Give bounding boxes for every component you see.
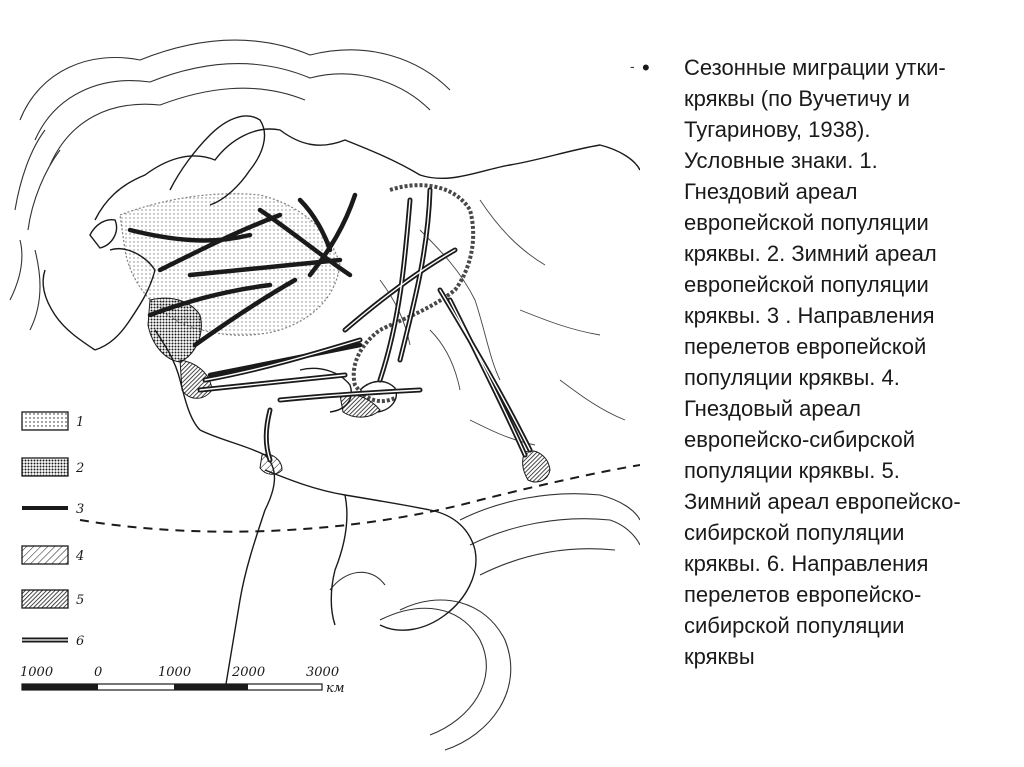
legend-swatch-2 [22,458,68,476]
tropic-line [80,465,640,532]
legend-number-6: 6 [76,634,85,649]
caption-bullet: • [642,55,650,80]
scale-tick-label: 1000 [158,665,192,680]
scale-bar [20,665,345,696]
euro-siberian-winter-range-1 [340,394,380,417]
legend-number-2: 2 [76,461,85,476]
scale-unit: км [326,681,345,696]
scale-tick-label: 0 [94,665,103,680]
legend-number-5: 5 [76,593,85,608]
legend-number-1: 1 [76,415,85,430]
legend-number-4: 4 [76,549,85,564]
euro-siberian-breeding-range [354,185,473,401]
legend-number-3: 3 [76,502,85,517]
caption-dash: - [630,58,635,74]
legend-swatch-1 [22,412,68,430]
legend-swatch-4 [22,546,68,564]
scale-tick-label: 1000 [20,665,54,680]
scale-tick-label: 2000 [232,665,266,680]
legend-swatch-5 [22,590,68,608]
scale-tick-label: 3000 [306,665,340,680]
map-caption [630,52,1010,672]
caption-text: Сезонные миграции утки- кряквы (по Вучетичу и Тугаринову, 1938). Условные знаки. 1. Гнездовий ареал европейской популяции кряквы. 2. Зимний ареал европейской популяции кряквы. 3 . Направления перелетов европейской популяции кряквы. 4. Гнездовый ареал европейско-сибирской популяции кряквы. 5. Зимний ареал европейско- сибирской популяции кряквы. 6. Направления перелетов европейско- сибирской популяции кряквы [684,55,961,669]
map-legend [22,412,84,649]
